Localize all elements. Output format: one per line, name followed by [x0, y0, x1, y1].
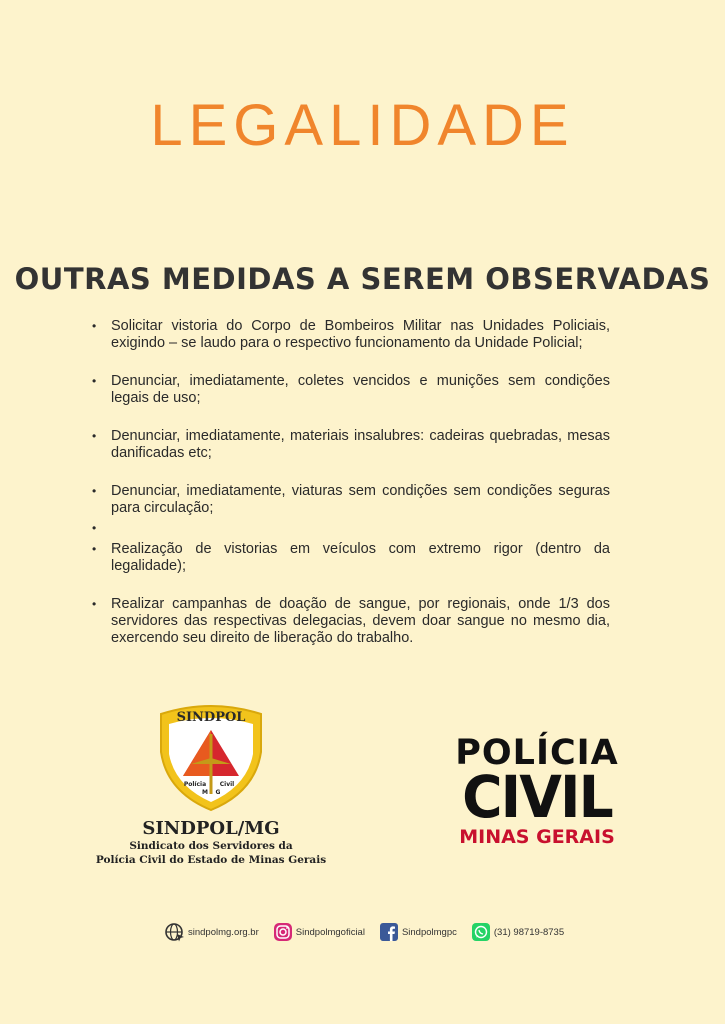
pc-logo-line3: MINAS GERAIS [459, 826, 615, 848]
whatsapp-icon [471, 922, 491, 942]
page-title: LEGALIDADE [150, 93, 575, 158]
policia-civil-logo [452, 735, 622, 849]
footer-whatsapp[interactable] [471, 922, 564, 942]
list-item: • Realizar campanhas de doação de sangue, por regionais, onde 1/3 dos servidores das respectivas delegacias, devem doar sangue no mesmo dia, exercendo seu direito de liberação do trabalho. [92, 596, 610, 647]
section-heading: OUTRAS MEDIDAS A SEREM OBSERVADAS [14, 262, 711, 296]
footer-website[interactable] [165, 922, 259, 942]
list-item: • Solicitar vistoria do Corpo de Bombeiros Militar nas Unidades Policiais, exigindo – se laudo para o respectivo funcionamento da Unidade Policial; [92, 318, 610, 352]
sindpol-logo-block [90, 700, 332, 867]
instagram-text: Sindpolmgoficial [295, 926, 365, 938]
seal-text-right: Civil [219, 781, 235, 788]
list-item: • Denunciar, imediatamente, materiais insalubres: cadeiras quebradas, mesas danificadas etc; [92, 428, 610, 462]
website-text: sindpolmg.org.br [188, 926, 259, 938]
footer-facebook[interactable] [379, 922, 457, 942]
seal-text-bottom-right: G [215, 789, 221, 796]
list-item: • Realização de vistorias em veículos com extremo rigor (dentro da legalidade); [92, 541, 610, 575]
footer-contacts [165, 920, 585, 944]
seal-text-bottom-left: M [202, 789, 208, 796]
list-item: • Denunciar, imediatamente, coletes vencidos e munições sem condições legais de uso; [92, 373, 610, 407]
footer-instagram[interactable] [273, 922, 365, 942]
seal-text-left: Polícia [183, 781, 207, 788]
list-item: • Denunciar, imediatamente, viaturas sem condições sem condições seguras para circulação; [92, 483, 610, 517]
whatsapp-text: (31) 98719-8735 [493, 926, 565, 938]
shield-text: SINDPOL [176, 710, 246, 725]
list-item-empty [92, 520, 610, 537]
measures-list [92, 318, 610, 647]
pc-logo-line2: CIVIL [462, 763, 612, 831]
sindpol-desc-line2: Polícia Civil do Estado de Minas Gerais [95, 854, 327, 866]
globe-icon [165, 922, 185, 942]
sindpol-name: SINDPOL/MG [142, 818, 280, 839]
sindpol-shield-logo [155, 700, 267, 812]
pc-logo-line1: POLÍCIA [455, 733, 619, 773]
facebook-text: Sindpolmgpc [401, 926, 457, 938]
sindpol-desc-line1: Sindicato dos Servidores da [129, 840, 293, 852]
facebook-icon [379, 922, 399, 942]
instagram-icon [273, 922, 293, 942]
